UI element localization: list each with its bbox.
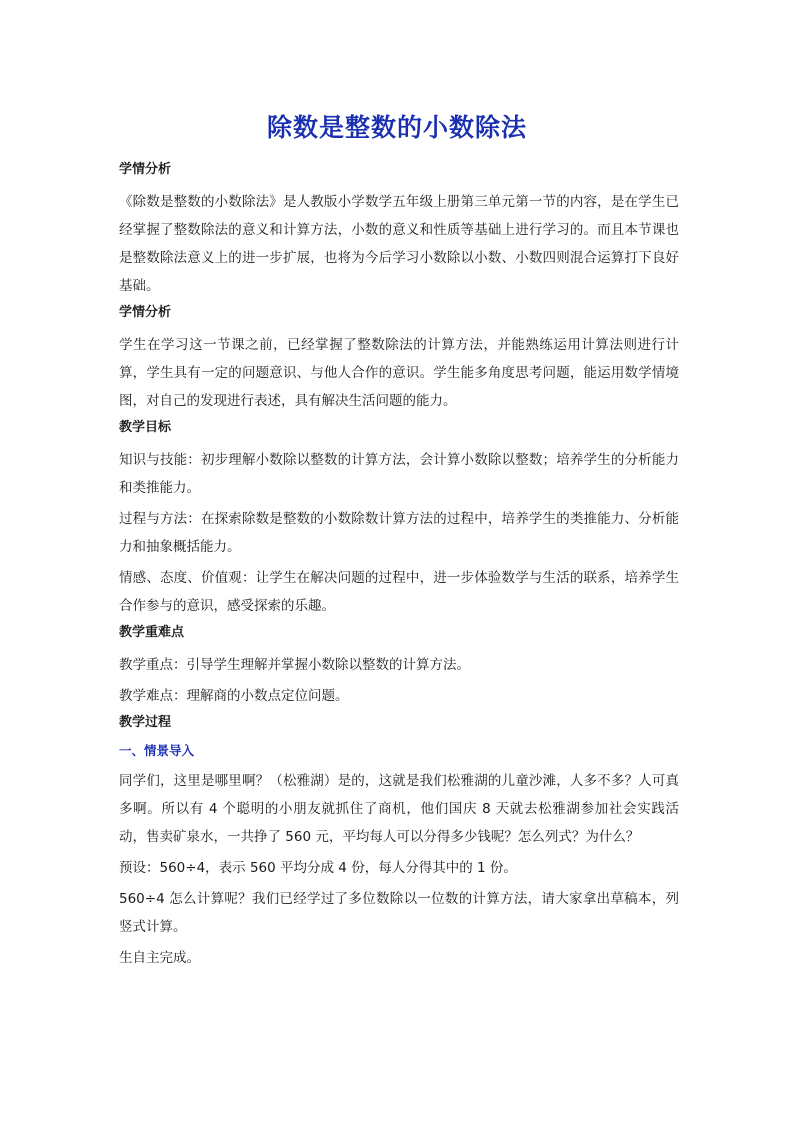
section-heading-learning-analysis-1: 学情分析	[119, 162, 172, 177]
section-heading-key-difficult: 教学重难点	[119, 625, 185, 640]
paragraph-scene-story: 同学们，这里是哪里啊？（松雅湖）是的，这就是我们松雅湖的儿童沙滩，人多不多？人可真多啊。所以有 4 个聪明的小朋友就抓住了商机，他们国庆 8 天就去松雅湖参加社会实践活动，售卖矿泉水，一共挣了 560 元，平均每人可以分得多少钱呢？怎么列式？为什么？	[119, 773, 679, 845]
subheading-scene-intro: 一、情景导入	[119, 743, 195, 758]
document-title: 除数是整数的小数除法	[266, 113, 527, 142]
paragraph-key-point: 教学重点：引导学生理解并掌握小数除以整数的计算方法。	[119, 657, 470, 673]
paragraph-goal-emotion: 情感、态度、价值观：让学生在解决问题的过程中，进一步体验数学与生活的联系，培养学生合作参与的意识，感受探索的乐趣。	[119, 570, 679, 614]
paragraph-learning-analysis-1: 《除数是整数的小数除法》是人教版小学数学五年级上册第三单元第一节的内容，是在学生已经掌握了整数除法的意义和计算方法，小数的意义和性质等基础上进行学习的。而且本节课也是整数除法意义上的进一步扩展，也将为今后学习小数除以小数、小数四则混合运算打下良好基础。	[119, 194, 679, 294]
paragraph-goal-process: 过程与方法：在探索除数是整数的小数除数计算方法的过程中，培养学生的类推能力、分析能力和抽象概括能力。	[119, 511, 679, 555]
paragraph-calculation: 560÷4 怎么计算呢？我们已经学过了多位数除以一位数的计算方法，请大家拿出草稿本，列竖式计算。	[119, 891, 679, 935]
paragraph-goal-knowledge: 知识与技能：初步理解小数除以整数的计算方法，会计算小数除以整数；培养学生的分析能力和类推能力。	[119, 452, 679, 496]
document-body	[119, 160, 679, 975]
paragraph-preset: 预设：560÷4，表示 560 平均分成 4 份，每人分得其中的 1 份。	[119, 860, 517, 876]
paragraph-self-complete: 生自主完成。	[119, 950, 200, 966]
paragraph-difficult-point: 教学难点：理解商的小数点定位问题。	[119, 688, 349, 704]
section-heading-teaching-process: 教学过程	[119, 715, 172, 730]
paragraph-learning-analysis-2: 学生在学习这一节课之前，已经掌握了整数除法的计算方法，并能熟练运用计算法则进行计算，学生具有一定的问题意识、与他人合作的意识。学生能多角度思考问题，能运用数学情境图，对自己的发现进行表述，具有解决生活问题的能力。	[119, 337, 679, 409]
section-heading-learning-analysis-2: 学情分析	[119, 305, 172, 320]
section-heading-teaching-goals: 教学目标	[119, 420, 172, 435]
